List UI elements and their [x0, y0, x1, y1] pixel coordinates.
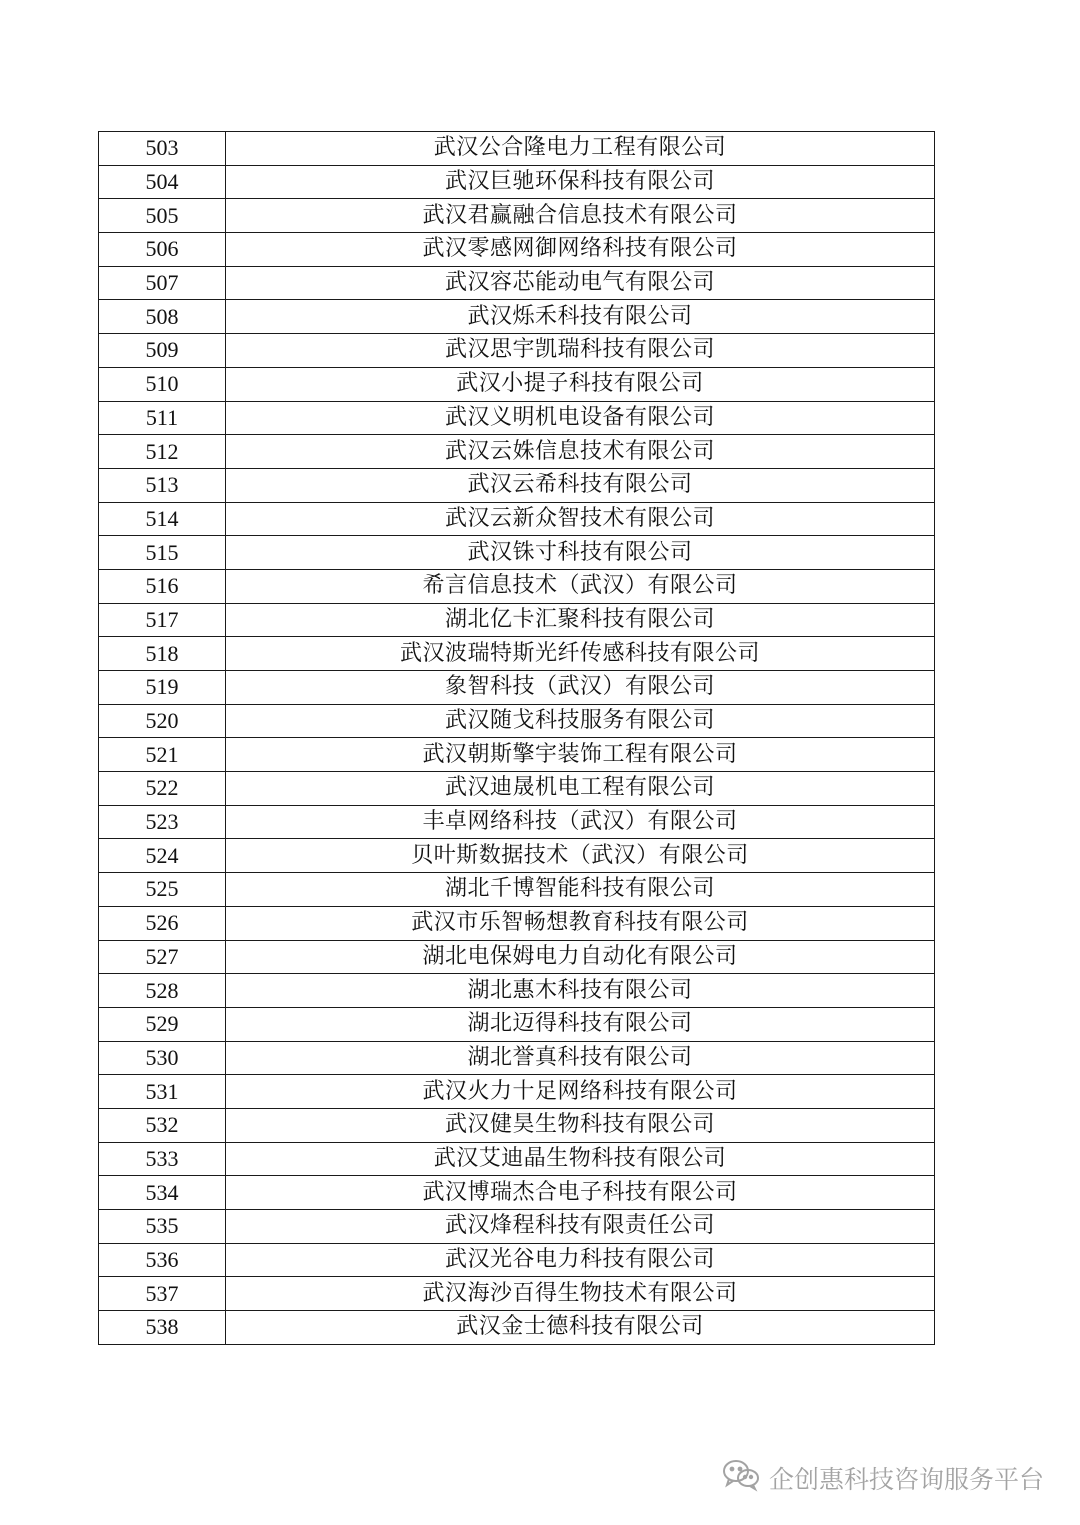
row-number: 505 [99, 199, 226, 233]
row-number: 524 [99, 839, 226, 873]
company-name: 武汉市乐智畅想教育科技有限公司 [226, 906, 935, 940]
company-name: 武汉光谷电力科技有限公司 [226, 1243, 935, 1277]
table-row [99, 233, 935, 267]
table-row [99, 1311, 935, 1345]
table-row [99, 165, 935, 199]
table-row [99, 435, 935, 469]
table-row [99, 974, 935, 1008]
row-number: 528 [99, 974, 226, 1008]
company-name: 武汉随戈科技服务有限公司 [226, 704, 935, 738]
table-row [99, 1142, 935, 1176]
company-name: 湖北电保姆电力自动化有限公司 [226, 940, 935, 974]
row-number: 512 [99, 435, 226, 469]
table-row [99, 704, 935, 738]
table-row [99, 603, 935, 637]
row-number: 504 [99, 165, 226, 199]
table-row [99, 940, 935, 974]
table-row [99, 1176, 935, 1210]
company-name: 希言信息技术（武汉）有限公司 [226, 569, 935, 603]
company-name: 湖北千博智能科技有限公司 [226, 873, 935, 907]
company-name: 武汉火力十足网络科技有限公司 [226, 1075, 935, 1109]
company-name: 武汉云姝信息技术有限公司 [226, 435, 935, 469]
company-name: 象智科技（武汉）有限公司 [226, 671, 935, 705]
row-number: 532 [99, 1108, 226, 1142]
table-row [99, 468, 935, 502]
row-number: 533 [99, 1142, 226, 1176]
row-number: 537 [99, 1277, 226, 1311]
table-row [99, 772, 935, 806]
company-name: 武汉云希科技有限公司 [226, 468, 935, 502]
row-number: 513 [99, 468, 226, 502]
table-row [99, 401, 935, 435]
company-name: 武汉健昊生物科技有限公司 [226, 1108, 935, 1142]
row-number: 534 [99, 1176, 226, 1210]
row-number: 510 [99, 367, 226, 401]
company-name: 武汉零感网御网络科技有限公司 [226, 233, 935, 267]
row-number: 508 [99, 300, 226, 334]
company-name: 湖北迈得科技有限公司 [226, 1007, 935, 1041]
company-name: 武汉思宇凯瑞科技有限公司 [226, 334, 935, 368]
table-row [99, 536, 935, 570]
company-name: 武汉巨驰环保科技有限公司 [226, 165, 935, 199]
table-body [99, 132, 935, 1345]
company-name: 武汉小提子科技有限公司 [226, 367, 935, 401]
table-row [99, 1108, 935, 1142]
row-number: 509 [99, 334, 226, 368]
table-row [99, 671, 935, 705]
row-number: 529 [99, 1007, 226, 1041]
company-name: 武汉义明机电设备有限公司 [226, 401, 935, 435]
table-row [99, 502, 935, 536]
row-number: 530 [99, 1041, 226, 1075]
row-number: 536 [99, 1243, 226, 1277]
company-name: 武汉铢寸科技有限公司 [226, 536, 935, 570]
company-name: 武汉波瑞特斯光纤传感科技有限公司 [226, 637, 935, 671]
row-number: 519 [99, 671, 226, 705]
company-name: 武汉烁禾科技有限公司 [226, 300, 935, 334]
row-number: 503 [99, 132, 226, 166]
row-number: 521 [99, 738, 226, 772]
company-name: 武汉云新众智技术有限公司 [226, 502, 935, 536]
table-row [99, 1075, 935, 1109]
company-name: 湖北亿卡汇聚科技有限公司 [226, 603, 935, 637]
row-number: 535 [99, 1210, 226, 1244]
company-name: 武汉容芯能动电气有限公司 [226, 266, 935, 300]
table-row [99, 1210, 935, 1244]
row-number: 514 [99, 502, 226, 536]
table-row [99, 805, 935, 839]
company-name: 丰卓网络科技（武汉）有限公司 [226, 805, 935, 839]
company-name: 贝叶斯数据技术（武汉）有限公司 [226, 839, 935, 873]
company-name: 武汉艾迪晶生物科技有限公司 [226, 1142, 935, 1176]
company-name: 湖北惠木科技有限公司 [226, 974, 935, 1008]
table-row [99, 839, 935, 873]
table-row [99, 199, 935, 233]
row-number: 517 [99, 603, 226, 637]
company-name: 武汉烽程科技有限责任公司 [226, 1210, 935, 1244]
watermark [721, 1458, 1044, 1498]
row-number: 520 [99, 704, 226, 738]
company-name: 武汉博瑞杰合电子科技有限公司 [226, 1176, 935, 1210]
row-number: 515 [99, 536, 226, 570]
table-row [99, 738, 935, 772]
row-number: 523 [99, 805, 226, 839]
row-number: 527 [99, 940, 226, 974]
row-number: 518 [99, 637, 226, 671]
table-row [99, 1041, 935, 1075]
table-row [99, 334, 935, 368]
watermark-text: 企创惠科技咨询服务平台 [768, 1465, 1044, 1494]
row-number: 525 [99, 873, 226, 907]
wechat-icon [721, 1458, 761, 1498]
company-list-table [98, 131, 935, 1345]
table-row [99, 1007, 935, 1041]
row-number: 516 [99, 569, 226, 603]
table-row [99, 873, 935, 907]
company-name: 武汉海沙百得生物技术有限公司 [226, 1277, 935, 1311]
table-row [99, 1277, 935, 1311]
row-number: 522 [99, 772, 226, 806]
row-number: 507 [99, 266, 226, 300]
company-name: 武汉君赢融合信息技术有限公司 [226, 199, 935, 233]
company-name: 武汉公合隆电力工程有限公司 [226, 132, 935, 166]
row-number: 506 [99, 233, 226, 267]
table-row [99, 266, 935, 300]
row-number: 511 [99, 401, 226, 435]
table-row [99, 1243, 935, 1277]
table-row [99, 367, 935, 401]
table-row [99, 132, 935, 166]
table-row [99, 569, 935, 603]
row-number: 531 [99, 1075, 226, 1109]
row-number: 526 [99, 906, 226, 940]
table-row [99, 300, 935, 334]
table-row [99, 906, 935, 940]
company-name: 武汉迪晟机电工程有限公司 [226, 772, 935, 806]
company-name: 湖北誉真科技有限公司 [226, 1041, 935, 1075]
company-name: 武汉朝斯擎宇装饰工程有限公司 [226, 738, 935, 772]
company-name: 武汉金士德科技有限公司 [226, 1311, 935, 1345]
table-row [99, 637, 935, 671]
row-number: 538 [99, 1311, 226, 1345]
